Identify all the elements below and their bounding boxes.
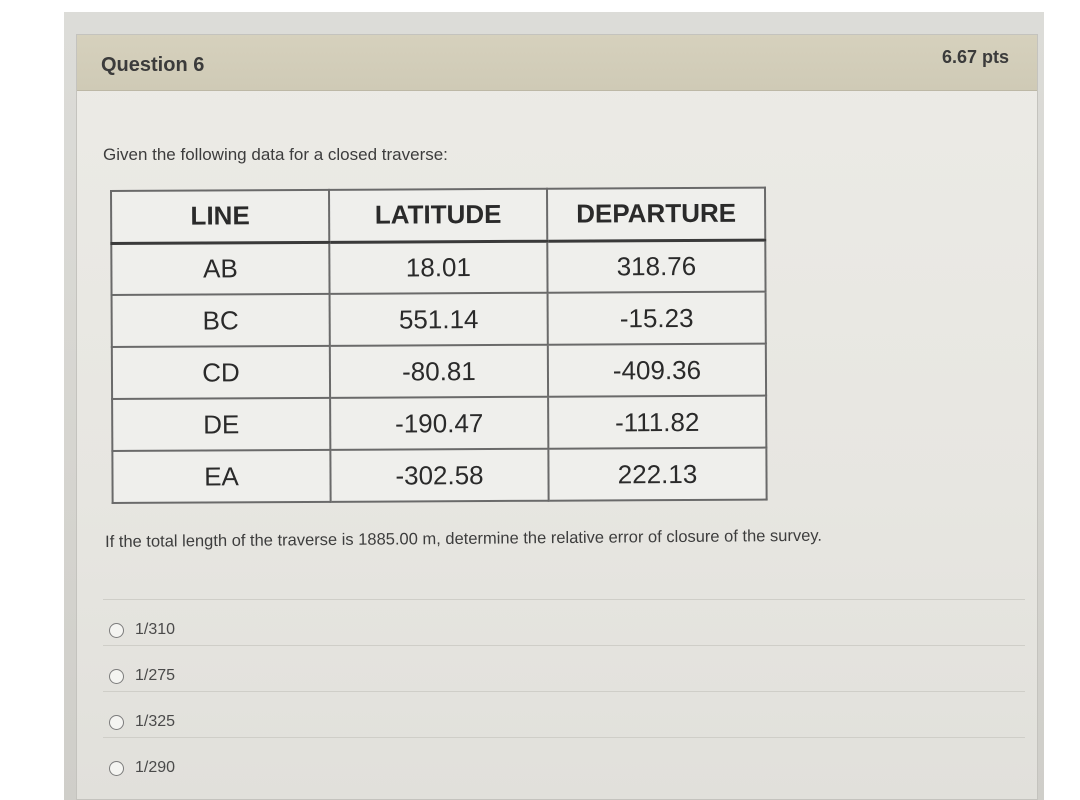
answer-option-label: 1/325 bbox=[135, 713, 176, 730]
answer-option-3[interactable] bbox=[109, 713, 175, 731]
cell-latitude: -302.58 bbox=[330, 449, 548, 502]
column-header-line: LINE bbox=[111, 190, 329, 243]
answer-option-1[interactable] bbox=[109, 621, 175, 639]
column-header-latitude: LATITUDE bbox=[329, 189, 547, 242]
answer-option-2[interactable] bbox=[109, 667, 175, 685]
cell-latitude: 551.14 bbox=[330, 293, 548, 346]
cell-departure: -15.23 bbox=[548, 292, 766, 345]
radio-button-icon[interactable] bbox=[109, 623, 124, 638]
cell-latitude: -80.81 bbox=[330, 345, 548, 398]
radio-button-icon[interactable] bbox=[109, 761, 124, 776]
question-header bbox=[77, 35, 1037, 91]
answer-option-label: 1/310 bbox=[135, 621, 176, 638]
cell-departure: 222.13 bbox=[548, 448, 766, 501]
option-divider bbox=[103, 645, 1025, 646]
table-header-row bbox=[111, 188, 765, 243]
cell-line: CD bbox=[112, 346, 330, 399]
cell-departure: -409.36 bbox=[548, 344, 766, 397]
cell-departure: -111.82 bbox=[548, 396, 766, 449]
column-header-departure: DEPARTURE bbox=[547, 188, 765, 241]
answer-option-4[interactable] bbox=[109, 759, 175, 777]
table-row bbox=[112, 396, 766, 451]
cell-departure: 318.76 bbox=[547, 240, 765, 293]
traverse-table bbox=[110, 187, 768, 504]
table-row bbox=[112, 344, 766, 399]
radio-button-icon[interactable] bbox=[109, 715, 124, 730]
option-divider bbox=[103, 691, 1025, 692]
answer-option-label: 1/290 bbox=[135, 759, 176, 776]
cell-line: EA bbox=[112, 450, 330, 503]
question-followup: If the total length of the traverse is 1885.00 m, determine the relative error of closure of the survey. bbox=[105, 526, 823, 551]
option-divider bbox=[103, 599, 1025, 600]
cell-line: AB bbox=[111, 242, 329, 295]
question-prompt: Given the following data for a closed traverse: bbox=[103, 145, 448, 164]
radio-button-icon[interactable] bbox=[109, 669, 124, 684]
cell-latitude: -190.47 bbox=[330, 397, 548, 450]
option-divider bbox=[103, 737, 1025, 738]
answer-option-label: 1/275 bbox=[135, 667, 176, 684]
table-row bbox=[111, 240, 765, 295]
cell-line: DE bbox=[112, 398, 330, 451]
table-row bbox=[112, 448, 766, 503]
table-row bbox=[112, 292, 766, 347]
question-title: Question 6 bbox=[101, 54, 205, 76]
cell-latitude: 18.01 bbox=[329, 241, 547, 294]
cell-line: BC bbox=[112, 294, 330, 347]
question-card bbox=[76, 34, 1038, 800]
question-points: 6.67 pts bbox=[941, 47, 1009, 67]
